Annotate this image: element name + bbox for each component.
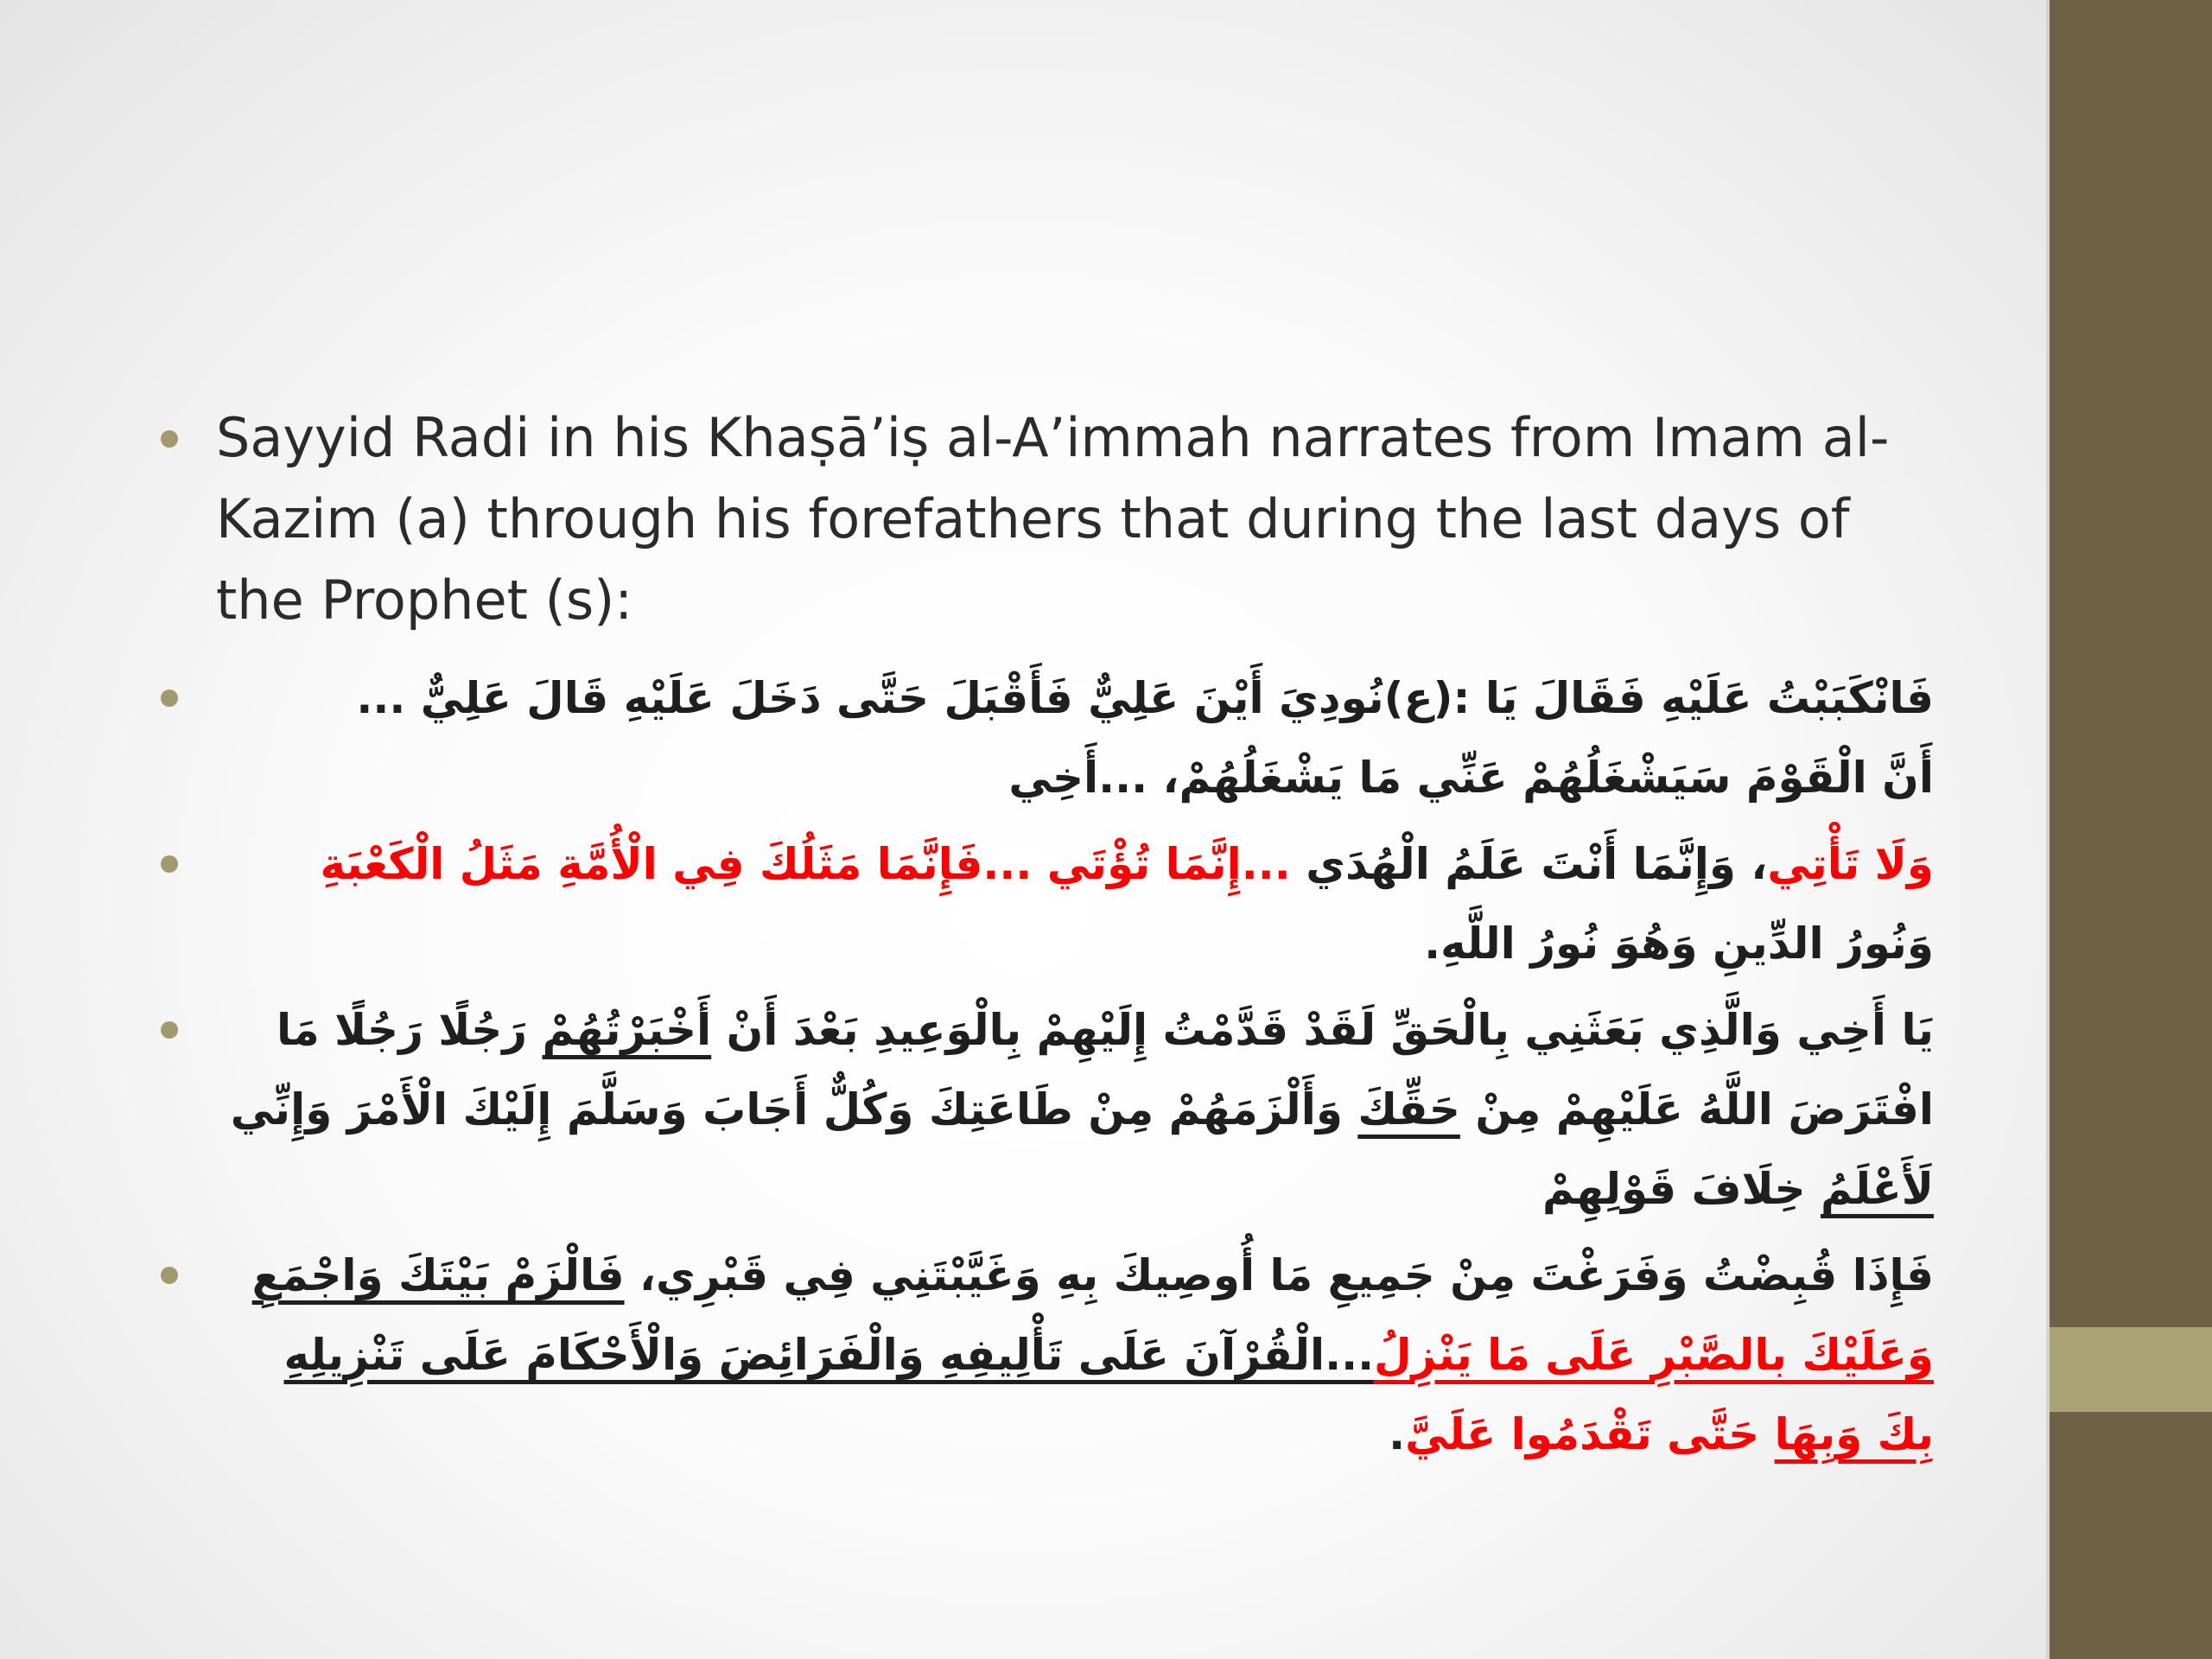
intro-text: Sayyid Radi in his Khaṣā’iṣ al-A’immah narrates from Imam al-Kazim (a) through his forefathers that during the last days of the Prophet (s): — [216, 406, 1890, 632]
arabic-3-line-1b: رَجُلًا رَجُلًا مَا — [276, 1005, 543, 1055]
arabic-3-underlined-1: أَخْبَرْتُهُمْ — [542, 1005, 712, 1055]
arabic-3-line-1a: يَا أَخِي وَالَّذِي بَعَثَنِي بِالْحَقِّ لَقَدْ قَدَّمْتُ إِلَيْهِمْ بِالْوَعِيدِ بَعْدَ أَنْ — [711, 1005, 1934, 1055]
bullet-dot — [161, 1021, 178, 1039]
arabic-4-line-1 — [216, 1236, 1934, 1315]
bullet-dot — [161, 430, 178, 448]
arabic-2-line-2: وَنُورُ الدِّينِ وَهُوَ نُورُ اللَّهِ. — [1424, 918, 1934, 969]
arabic-1-line-2: أَنَّ الْقَوْمَ سَيَشْغَلُهُمْ عَنِّي مَا يَشْغَلُهُمْ، ...أَخِي — [1008, 753, 1934, 803]
arabic-4-red-underlined: وَعَلَيْكَ بالصَّبْرِ عَلَى مَا يَنْزِلُ — [1374, 1330, 1934, 1380]
bullet-dot — [161, 1267, 178, 1284]
arabic-4-end: . — [1389, 1409, 1406, 1459]
bullet-arabic-4 — [147, 1236, 1944, 1474]
bullet-dot — [161, 855, 178, 873]
arabic-3-line-2b: وَأَلْزَمَهُمْ مِنْ طَاعَتِكَ وَكُلٌّ أَجَابَ وَسَلَّمَ إِلَيْكَ الْأَمْرَ وَإِنِّي — [230, 1084, 1358, 1135]
arabic-2-red-1: وَلَا تَأْتِي — [1767, 839, 1934, 889]
arabic-4-underlined-2: ...الْقُرْآنَ عَلَى تَأْلِيفِهِ وَالْفَرَائِضَ وَالْأَحْكَامَ عَلَى تَنْزِيلِهِ — [283, 1330, 1375, 1380]
arabic-2-black-1: ، وَإِنَّمَا أَنْتَ عَلَمُ الْهُدَي — [1290, 839, 1768, 889]
arabic-3-underlined-2: حَقِّكَ — [1357, 1084, 1460, 1135]
arabic-1-line-1: فَانْكَبَبْتُ عَلَيْهِ فَقَالَ يَا :(ع)نُودِيَ أَيْنَ عَلِيٌّ فَأَقْبَلَ حَتَّى دَخَلَ عَلَيْهِ قَالَ عَلِيٌّ ... — [356, 673, 1934, 723]
bullet-arabic-1 — [147, 658, 1944, 817]
arabic-3-line-3 — [216, 1149, 1934, 1229]
arabic-3-line-1 — [216, 990, 1934, 1070]
arabic-3-line-2a: افْتَرَضَ اللَّهُ عَلَيْهِمْ مِنْ — [1459, 1084, 1934, 1135]
side-bar-accent — [2050, 1327, 2212, 1412]
slide-content — [147, 397, 1944, 1538]
bullet-intro — [147, 397, 1944, 641]
arabic-4-underlined-1: فَالْزَمْ بَيْتَكَ وَاجْمَعِ — [251, 1250, 625, 1300]
arabic-2-red-2: ...إِنَّمَا تُؤْتَي ...فَإِنَّمَا مَثَلُكَ فِي الْأُمَّةِ مَثَلُ الْكَعْبَةِ — [320, 839, 1291, 889]
arabic-4-line-1a: فَإِذَا قُبِضْتُ وَفَرَغْتَ مِنْ جَمِيعِ مَا أُوصِيكَ بِهِ وَغَيَّبْتَنِي فِي قَبْرِي، — [624, 1250, 1934, 1300]
arabic-4-line-2 — [216, 1315, 1934, 1395]
arabic-3-line-3b: خِلَافَ قَوْلِهِمْ — [1542, 1164, 1821, 1214]
arabic-4-line-3 — [216, 1395, 1934, 1474]
arabic-4-red-underlined-2: بِكَ وَبِهَا — [1774, 1409, 1934, 1459]
arabic-4-red-3: حَتَّى تَقْدَمُوا عَلَيَّ — [1405, 1409, 1775, 1459]
arabic-3-underlined-3: لَأَعْلَمُ — [1820, 1164, 1934, 1214]
bullet-arabic-2 — [147, 824, 1944, 983]
arabic-3-line-2 — [216, 1070, 1934, 1149]
bullet-dot — [161, 690, 178, 707]
bullet-arabic-3 — [147, 990, 1944, 1229]
arabic-2-line-1 — [216, 824, 1934, 904]
